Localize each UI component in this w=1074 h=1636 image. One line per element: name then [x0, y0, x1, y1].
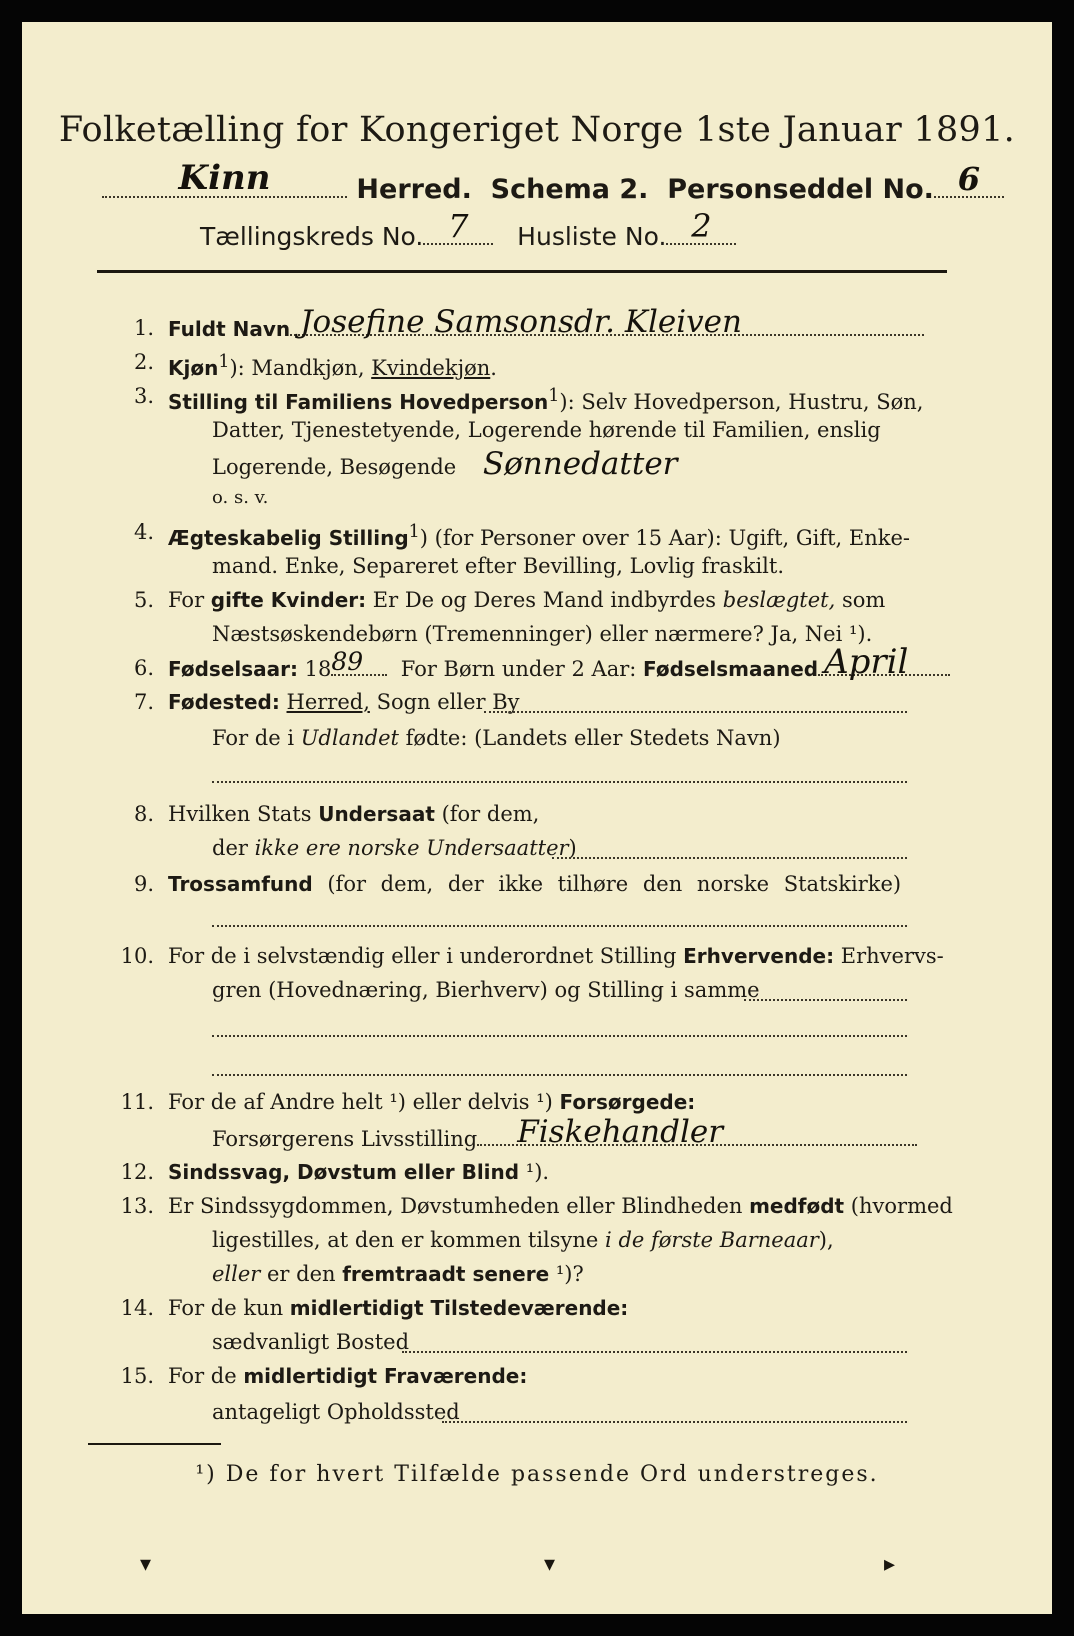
field-10-pre: For de i selvstændig eller i underordnet Stilling — [168, 944, 684, 968]
field-4-line-1 — [168, 518, 910, 552]
field-2-sup: 1 — [218, 352, 230, 372]
field-15-fill-line — [442, 1421, 907, 1423]
field-7-number: 7. — [133, 690, 154, 714]
field-10-label: Erhvervende: — [683, 944, 835, 968]
field-5-pre: For — [168, 588, 211, 612]
field-3-line1-rest: ): Selv Hovedperson, Hustru, Søn, — [559, 390, 924, 414]
header-line-herred — [102, 158, 1004, 205]
field-6-label: Fødselsaar: — [168, 657, 298, 681]
field-9-number: 9. — [133, 872, 154, 896]
field-11-label: Forsørgede: — [559, 1090, 696, 1114]
header-line-taellingskreds — [200, 207, 736, 251]
field-1-line — [290, 304, 924, 340]
field-3-value: Sønnedatter — [482, 446, 678, 482]
husliste-label: Husliste No. — [517, 222, 667, 251]
field-2-label: Kjøn — [168, 356, 219, 380]
schema-label: Schema 2. — [490, 174, 649, 205]
field-11-line2: Forsørgerens Livsstilling — [212, 1127, 478, 1151]
personseddel-label: Personseddel No. — [667, 174, 934, 205]
field-15-line-2: antageligt Opholdssted — [212, 1400, 460, 1424]
herred-value: Kinn — [178, 158, 271, 198]
field-5-line-2: Næstsøskendebørn (Tremenninger) eller nærmere? Ja, Nei ¹). — [212, 622, 873, 646]
field-5-line-1 — [168, 586, 885, 614]
field-2-rest-b: . — [490, 356, 497, 380]
field-7-rest: Sogn eller By — [369, 690, 520, 714]
field-10-number: 10. — [120, 944, 154, 968]
field-2-kjon — [168, 348, 497, 382]
field-8-undersaat — [168, 800, 539, 828]
husliste-value: 2 — [691, 207, 712, 245]
field-5-italic: beslægtet, — [722, 588, 836, 612]
field-8-label: Undersaat — [318, 802, 435, 826]
field-12-sindssvag — [168, 1158, 549, 1186]
personseddel-field — [934, 160, 1004, 198]
field-11-forsorgede — [168, 1088, 695, 1116]
field-4-number: 4. — [133, 520, 154, 544]
field-14-label: midlertidigt Tilstedeværende: — [289, 1296, 629, 1320]
field-5-number: 5. — [133, 588, 154, 612]
field-14-pre: For de kun — [168, 1296, 290, 1320]
field-11-line-2 — [212, 1114, 917, 1153]
field-4-line-2: mand. Enke, Separeret efter Bevilling, Lovlig fraskilt. — [212, 554, 785, 578]
field-14-line-2: sædvanligt Bosted — [212, 1330, 410, 1354]
taellingskreds-field — [423, 207, 493, 245]
field-8-line2-b: ) — [568, 836, 577, 860]
field-7-underlined: Herred, — [286, 690, 370, 714]
field-8-pre: Hvilken Stats — [168, 802, 319, 826]
field-5-rest-a: Er De og Deres Mand indbyrdes — [366, 588, 723, 612]
field-10-fill-line — [744, 999, 907, 1001]
field-2-underlined: Kvindekjøn — [371, 356, 491, 380]
field-5-label: gifte Kvinder: — [210, 588, 367, 612]
form-title: Folketælling for Kongeriget Norge 1ste Januar 1891. — [58, 110, 1016, 150]
field-6-label2: Fødselsmaaned — [643, 657, 819, 681]
taellingskreds-value: 7 — [448, 207, 469, 245]
field-7-label: Fødested: — [168, 690, 280, 714]
field-9-label: Trossamfund — [168, 872, 313, 896]
field-3-line3: Logerende, Besøgende — [212, 455, 457, 479]
field-6-month-line — [818, 642, 950, 682]
field-14-fill-line — [402, 1351, 907, 1353]
census-form-sheet — [22, 22, 1052, 1614]
field-12-number: 12. — [120, 1160, 154, 1184]
field-8-line2-a: der — [212, 836, 255, 860]
field-3-number: 3. — [133, 384, 154, 408]
footnote: ¹) De for hvert Tilfælde passende Ord understreges. — [195, 1462, 879, 1487]
field-7-blank-line — [212, 781, 907, 783]
header-rule — [97, 270, 947, 273]
field-6-fodselsaar — [168, 642, 950, 683]
field-3-line-2: Datter, Tjenestetyende, Logerende hørende til Familien, enslig — [212, 418, 881, 442]
field-1-label: Fuldt Navn — [168, 317, 291, 341]
field-10-erhvervende — [168, 942, 944, 970]
field-13-line3-bold: fremtraadt senere — [342, 1262, 550, 1286]
field-11-fill-line — [477, 1114, 917, 1150]
field-8-fill-line — [552, 857, 907, 859]
footnote-rule — [88, 1443, 221, 1445]
field-14-tilstedevaerende — [168, 1294, 628, 1322]
field-13-rest: (hvormed — [844, 1194, 953, 1218]
husliste-field — [666, 207, 736, 245]
field-6-mid: For Børn under 2 Aar: — [400, 657, 644, 681]
herred-field — [102, 158, 347, 198]
field-7-fill-line — [484, 711, 907, 713]
field-6-year-prefix: 18 — [298, 657, 332, 681]
field-12-rest: ¹). — [519, 1160, 550, 1184]
field-13-line2-italic: i de første Barneaar — [605, 1228, 819, 1252]
field-13-label: medfødt — [749, 1194, 845, 1218]
field-7-line-2 — [212, 724, 781, 752]
field-7-line2-b: fødte: (Landets eller Stedets Navn) — [398, 726, 781, 750]
field-15-label: midlertidigt Fraværende: — [243, 1364, 528, 1388]
registration-mark-left: ▾ — [140, 1552, 152, 1577]
field-4-line1-rest: ) (for Personer over 15 Aar): Ugift, Gift, Enke- — [419, 526, 911, 550]
field-13-line2-a: ligestilles, at den er kommen tilsyne — [212, 1228, 606, 1252]
field-14-number: 14. — [120, 1296, 154, 1320]
field-6-month-value: April — [824, 642, 909, 682]
field-10-rest: Erhvervs- — [834, 944, 944, 968]
field-1-number: 1. — [133, 316, 154, 340]
field-4-label: Ægteskabelig Stilling — [168, 526, 409, 550]
field-13-line-1 — [168, 1192, 953, 1220]
field-15-pre: For de — [168, 1364, 244, 1388]
field-13-line-2 — [212, 1226, 834, 1254]
field-11-value: Fiskehandler — [517, 1114, 724, 1150]
field-1-fuldt-navn — [168, 304, 924, 343]
field-3-line-3 — [212, 446, 678, 482]
field-13-pre: Er Sindssygdommen, Døvstumheden eller Blindheden — [168, 1194, 750, 1218]
field-13-line3-italic: eller — [212, 1262, 261, 1286]
field-11-number: 11. — [120, 1090, 154, 1114]
field-9-trossamfund — [168, 870, 901, 898]
field-13-line3-a: er den — [260, 1262, 343, 1286]
field-3-sup: 1 — [548, 386, 560, 406]
field-10-blank-line-2 — [212, 1074, 907, 1076]
field-2-number: 2. — [133, 350, 154, 374]
field-10-line-2: gren (Hovednæring, Bierhverv) og Stilling i samme — [212, 978, 760, 1002]
field-7-fodested — [168, 688, 520, 716]
field-5-rest-b: som — [835, 588, 886, 612]
field-8-line-2 — [212, 834, 577, 862]
registration-mark-right: ▸ — [884, 1552, 896, 1577]
field-10-blank-line-1 — [212, 1035, 907, 1037]
herred-label: Herred. — [356, 174, 472, 205]
field-13-line2-b: ), — [818, 1228, 834, 1252]
field-15-number: 15. — [120, 1364, 154, 1388]
field-13-number: 13. — [120, 1194, 154, 1218]
field-3-line-1 — [168, 382, 923, 416]
field-13-line3-b: ¹)? — [549, 1262, 584, 1286]
personseddel-value: 6 — [957, 160, 981, 198]
field-8-line2-italic: ikke ere norske Undersaatter — [254, 836, 569, 860]
registration-mark-center: ▾ — [544, 1552, 556, 1577]
field-12-label: Sindssvag, Døvstum eller Blind — [168, 1160, 520, 1184]
field-13-line-3 — [212, 1260, 584, 1288]
field-7-line2-a: For de i — [212, 726, 301, 750]
field-2-rest-a: ): Mandkjøn, — [229, 356, 372, 380]
field-8-number: 8. — [133, 802, 154, 826]
field-9-rest: (for dem, der ikke tilhøre den norske Statskirke) — [312, 872, 902, 896]
field-6-year-line — [331, 647, 387, 676]
field-11-pre: For de af Andre helt ¹) eller delvis ¹) — [168, 1090, 560, 1114]
field-15-fravaerende — [168, 1362, 527, 1390]
field-6-number: 6. — [133, 656, 154, 680]
field-7-line2-italic: Udlandet — [300, 726, 399, 750]
field-8-rest: (for dem, — [434, 802, 540, 826]
field-3-label: Stilling til Familiens Hovedperson — [168, 390, 549, 414]
field-6-year-value: 89 — [331, 647, 364, 676]
field-9-blank-line — [212, 925, 907, 927]
field-4-sup: 1 — [408, 522, 420, 542]
taellingskreds-label: Tællingskreds No. — [200, 222, 424, 251]
field-3-line-4: o. s. v. — [212, 487, 269, 508]
field-1-value: Josefine Samsonsdr. Kleiven — [300, 304, 742, 340]
